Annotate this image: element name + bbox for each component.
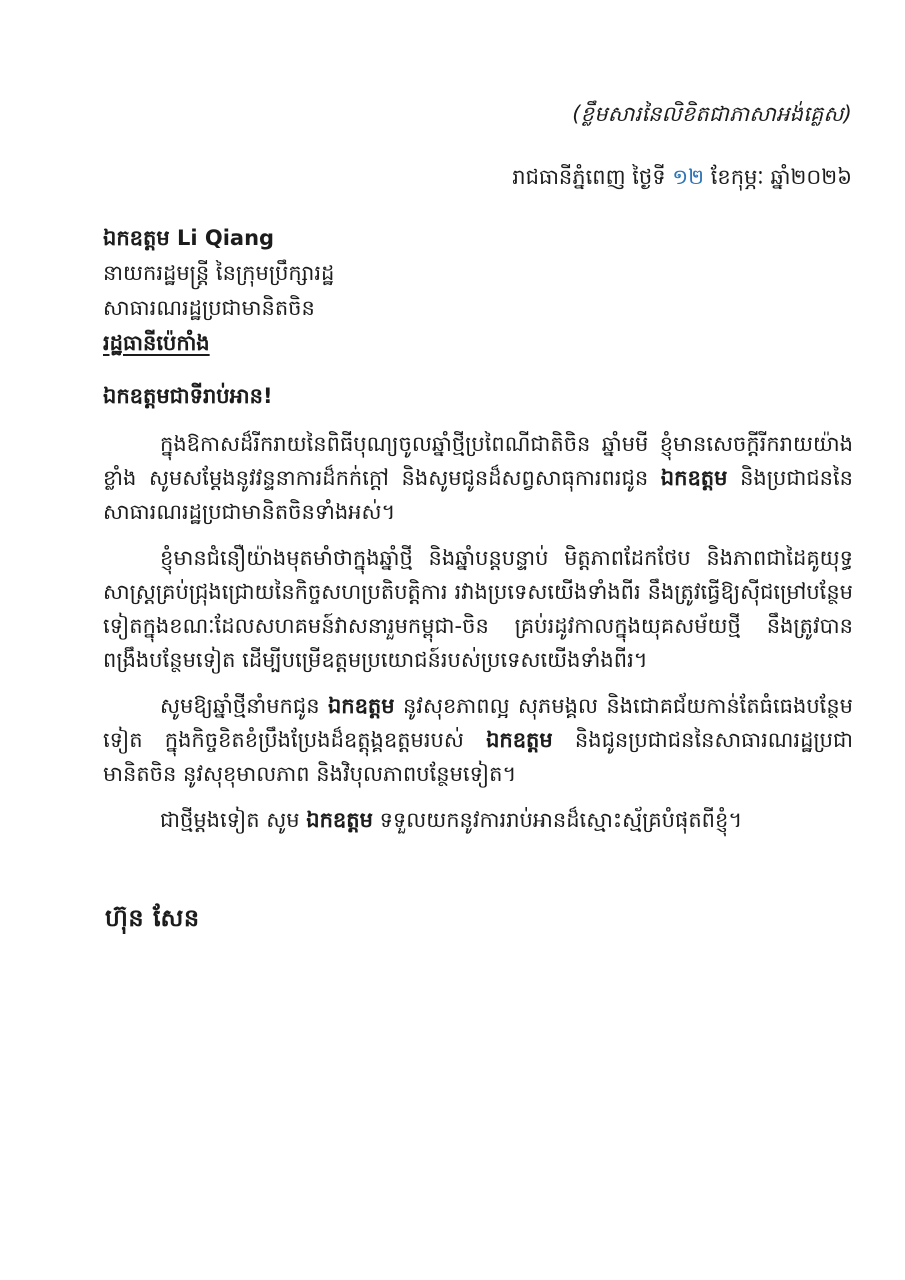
- text-run-bold: ឯកឧត្តម: [486, 728, 553, 752]
- letter-body: [103, 427, 853, 849]
- text-run: ក្នុងឱកាសដ៏រីករាយនៃពិធីបុណ្យចូលឆ្នាំថ្មីប្រពៃណីជាតិចិន ឆ្នាំមមី ខ្ញុំមានសេចក្តីរីករាយយ៉ាងខ្លាំង សូមសម្តែងនូវវន្ទនាការដ៏កក់ក្តៅ និងសូមជូនដ៏សព្វសាធុការពរជូន: [103, 432, 853, 490]
- signature-name: ហ៊ុន សែន: [105, 904, 200, 932]
- text-run: និងជូនប្រជាជននៃសាធារណរដ្ឋប្រជាមានិតចិន នូវសុខុមាលភាព និងវិបុលភាពបន្ថែមទៀត។: [103, 728, 853, 786]
- paragraph-4: [103, 803, 853, 837]
- recipient-block: [103, 221, 334, 361]
- date-day: ១២: [672, 165, 705, 189]
- recipient-city: រដ្ឋធានីប៉េកាំង: [103, 331, 210, 355]
- text-run-bold: ឯកឧត្តម: [306, 808, 373, 832]
- paragraph-3: [103, 689, 853, 791]
- text-run-bold: ឯកឧត្តម: [327, 694, 395, 718]
- date-suffix: ខែកុម្ភៈ ឆ្នាំ២០២៦: [704, 165, 852, 189]
- recipient-name: ឯកឧត្តម Li Qiang: [103, 226, 275, 250]
- text-run: នូវសុខភាពល្អ សុភមង្គល និងជោគជ័យកាន់តែធំធេងបន្ថែមទៀត ក្នុងកិច្ចខិតខំប្រឹងប្រែងដ៏ឧត្តុង្គឧត្តមរបស់: [103, 694, 853, 752]
- date-prefix: រាជធានីភ្នំពេញ ថ្ងៃទី: [512, 165, 673, 189]
- text-run: ជាថ្មីម្តងទៀត សូម: [160, 808, 307, 832]
- language-note: (ខ្លឹមសារនៃលិខិតជាភាសាអង់គ្លេស): [572, 102, 852, 126]
- paragraph-2: [103, 541, 853, 677]
- salutation: ឯកឧត្តមជាទីរាប់អាន!: [103, 384, 273, 408]
- text-run: និងប្រជាជននៃសាធារណរដ្ឋប្រជាមានិតចិនទាំងអស់។: [103, 466, 853, 524]
- paragraph-1: [103, 427, 853, 529]
- text-run: ខ្ញុំមានជំនឿយ៉ាងមុតមាំថាក្នុងឆ្នាំថ្មី និងឆ្នាំបន្តបន្ទាប់ មិត្តភាពដែកថែប និងភាពជាដៃគូយុទ្ធសាស្ត្រគ្រប់ជ្រុងជ្រោយនៃកិច្ចសហប្រតិបត្តិការ រវាងប្រទេសយើងទាំងពីរ នឹងត្រូវធ្វើឱ្យស៊ីជម្រៅបន្ថែមទៀតក្នុងខណៈដែលសហគមន៍វាសនារួមកម្ពុជា-ចិន គ្រប់រដូវកាលក្នុងយុគសម័យថ្មី នឹងត្រូវបានពង្រឹងបន្ថែមទៀត ដើម្បីបម្រើឧត្តមប្រយោជន៍របស់ប្រទេសយើងទាំងពីរ។: [103, 546, 853, 672]
- recipient-country: សាធារណរដ្ឋប្រជាមានិតចិន: [103, 296, 315, 320]
- text-run-bold: ឯកឧត្តម: [660, 466, 728, 490]
- text-run: ទទួលយកនូវការរាប់អានដ៏ស្មោះស្ម័គ្របំផុតពីខ្ញុំ។: [372, 808, 743, 832]
- date-line: [512, 164, 852, 195]
- text-run: សូមឱ្យឆ្នាំថ្មីនាំមកជូន: [160, 694, 328, 718]
- recipient-title: នាយករដ្ឋមន្ត្រី នៃក្រុមប្រឹក្សារដ្ឋ: [103, 261, 335, 285]
